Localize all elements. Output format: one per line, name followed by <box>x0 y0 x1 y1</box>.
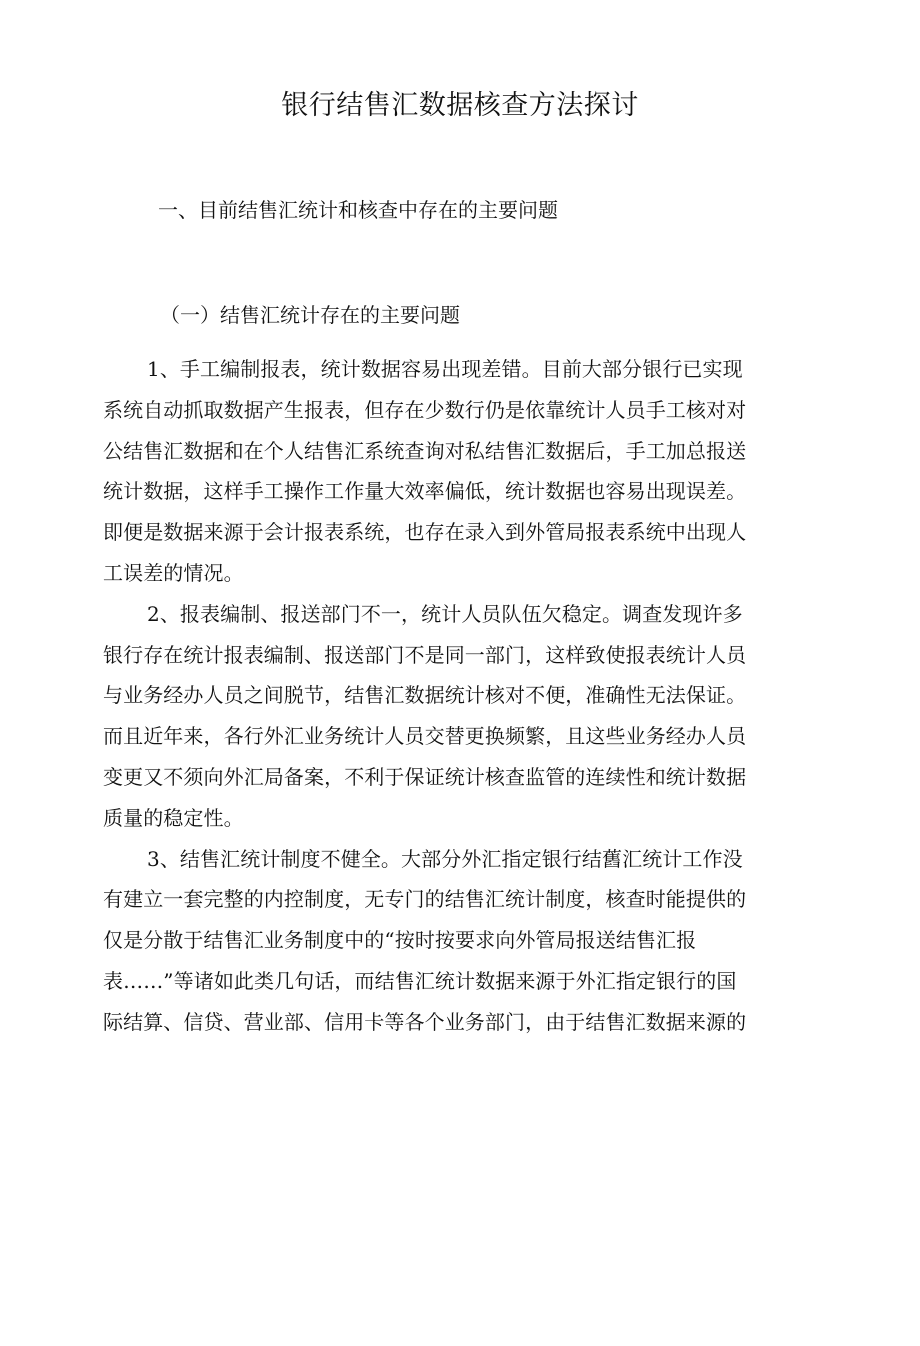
paragraph-line: 公结售汇数据和在个人结售汇系统查询对私结售汇数据后，手工加总报送 <box>103 438 747 463</box>
paragraph-line: 即便是数据来源于会计报表系统，也存在录入到外管局报表系统中出现人 <box>103 520 747 545</box>
paragraph-line: 1、手工编制报表，统计数据容易出现差错。目前大部分银行已实现 <box>147 357 743 381</box>
paragraph-line: 际结算、信贷、营业部、信用卡等各个业务部门，由于结售汇数据来源的 <box>103 1009 747 1034</box>
paragraph-line: 统计数据，这样手工操作工作量大效率偏低，统计数据也容易出现误差。 <box>103 479 747 504</box>
paragraph-line: 表……”等诸如此类几句话，而结售汇统计数据来源于外汇指定银行的国 <box>103 968 737 993</box>
document-title: 银行结售汇数据核查方法探讨 <box>281 90 639 121</box>
paragraph-line: 而且近年来，各行外汇业务统计人员交替更换频繁，且这些业务经办人员 <box>103 724 747 749</box>
paragraph-line: 有建立一套完整的内控制度，无专门的结售汇统计制度，核查时能提供的 <box>103 887 747 912</box>
paragraph-2 <box>103 594 791 839</box>
paragraph-line: 质量的稳定性。 <box>103 805 244 830</box>
paragraph-line: 2、报表编制、报送部门不一，统计人员队伍欠稳定。调查发现许多 <box>147 601 743 626</box>
body-text <box>103 349 791 1043</box>
paragraph-line: 工误差的情况。 <box>103 560 244 585</box>
paragraph-3 <box>103 839 791 1043</box>
paragraph-line: 变更又不须向外汇局备案，不利于保证统计核查监管的连续性和统计数据 <box>103 764 747 789</box>
paragraph-line: 银行存在统计报表编制、报送部门不是同一部门，这样致使报表统计人员 <box>103 642 747 667</box>
section-heading: 一、目前结售汇统计和核查中存在的主要问题 <box>158 198 558 222</box>
paragraph-1 <box>103 349 791 594</box>
paragraph-line: 仅是分散于结售汇业务制度中的“按时按要求向外管局报送结售汇报 <box>103 928 697 953</box>
paragraph-line: 3、结售汇统计制度不健全。大部分外汇指定银行结舊汇统计工作没 <box>147 846 743 871</box>
paragraph-line: 与业务经办人员之间脱节，结售汇数据统计核对不便，准确性无法保证。 <box>103 683 747 708</box>
paragraph-line: 系统自动抓取数据产生报表，但存在少数行仍是依靠统计人员手工核对对 <box>103 397 747 422</box>
sub-heading: （一）结售汇统计存在的主要问题 <box>160 303 460 327</box>
